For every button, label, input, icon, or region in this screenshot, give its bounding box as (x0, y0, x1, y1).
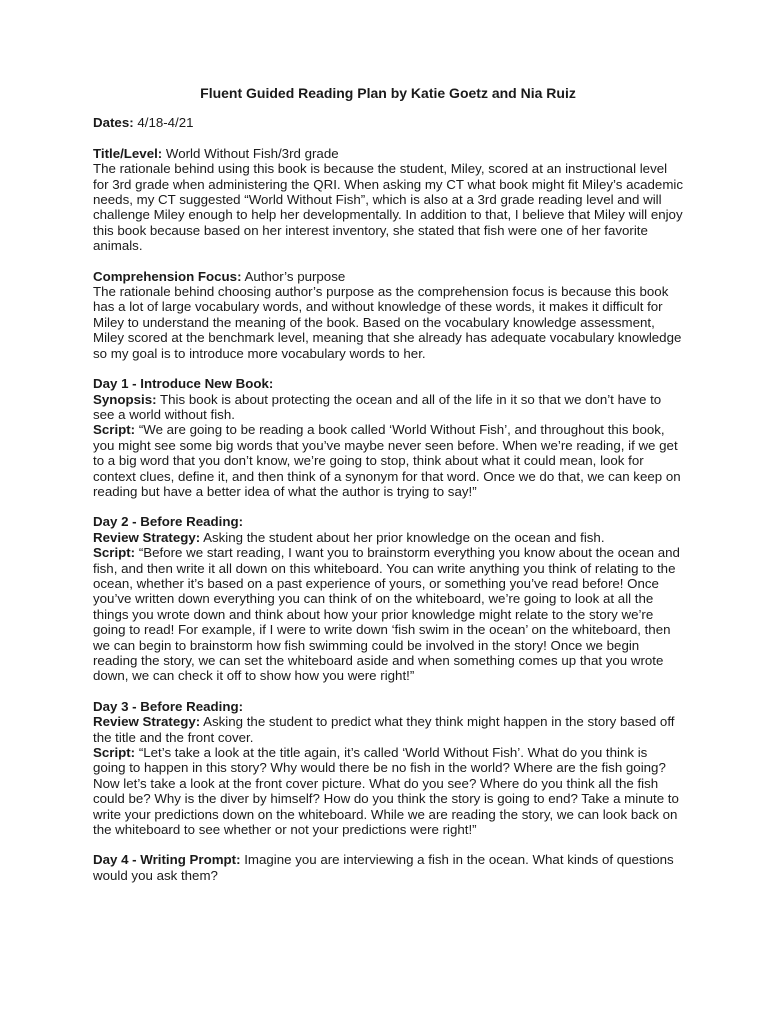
page-title: Fluent Guided Reading Plan by Katie Goetz and Nia Ruiz (200, 85, 576, 101)
day3-section (93, 699, 683, 838)
title-level-value: World Without Fish/3rd grade (165, 145, 339, 161)
day2-section (93, 514, 683, 683)
comprehension-section (93, 269, 683, 361)
day2-script (93, 545, 683, 684)
document-page (93, 86, 683, 898)
day4-section (93, 852, 683, 883)
title-level-line (93, 146, 683, 161)
day2-strategy (93, 530, 683, 545)
day2-strategy-text: Asking the student about her prior knowledge on the ocean and fish. (203, 529, 605, 545)
day1-script (93, 422, 683, 499)
day2-heading: Day 2 - Before Reading: (93, 514, 243, 530)
dates-label: Dates: (93, 115, 134, 131)
day2-script-text: “Before we start reading, I want you to brainstorm everything you know about the ocean and fish, and then write it all down on this whiteboard. You can write anything you think of relating to the ocean, whether it’s based on a past experience of yours, or something you’ve read before! Once you’ve written down everything you can think of on the whiteboard, we’re going to look at all the things you wrote down and think about how your prior knowledge might relate to the story we’re going to read! For example, if I were to write down ‘fish swim in the ocean’ on the whiteboard, then we can begin to brainstorm how fish swimming could be involved in the story! Once we begin reading the story, we can set the whiteboard aside and when something comes up that you wrote down, we can check it off to show how you were right!” (93, 545, 680, 684)
day1-synopsis (93, 392, 683, 423)
comprehension-line (93, 269, 683, 284)
day1-heading: Day 1 - Introduce New Book: (93, 376, 274, 392)
day1-script-text: “We are going to be reading a book called ‘World Without Fish’, and throughout this book, you might see some big words that you’ve maybe never seen before. When we’re reading, if we get to a big word that you don’t know, we’re going to stop, think about what it could mean, look for context clues, define it, and then think of a synonym for that word. Once we do that, we can keep on reading but have a better idea of what the author is trying to say!” (93, 422, 681, 499)
day3-script-label: Script: (93, 745, 136, 761)
day3-strategy (93, 714, 683, 745)
day4-label: Day 4 - Writing Prompt: (93, 852, 241, 868)
title-level-section (93, 146, 683, 254)
day2-script-label: Script: (93, 545, 136, 561)
day3-script (93, 745, 683, 837)
day3-script-text: “Let’s take a look at the title again, it’s called ‘World Without Fish’. What do you think is going to happen in this story? Why would there be no fish in the world? Where are the fish going? Now let’s take a look at the front cover picture. What do you see? Where do you think all the fish could be? Why is the diver by himself? How do you think the story is going to end? Take a minute to write your predictions down on the whiteboard. While we are reading the story, we can look back on the whiteboard to see whether or not your predictions were right!” (93, 745, 679, 838)
synopsis-label: Synopsis: (93, 391, 157, 407)
dates-value: 4/18-4/21 (137, 115, 194, 131)
day1-section (93, 376, 683, 499)
comprehension-label: Comprehension Focus: (93, 268, 242, 284)
day2-strategy-label: Review Strategy: (93, 529, 201, 545)
day4-prompt: Imagine you are interviewing a fish in the ocean. What kinds of questions would you ask them? (93, 852, 674, 883)
synopsis-text: This book is about protecting the ocean and all of the life in it so that we don’t have to see a world without fish. (93, 391, 662, 422)
day3-heading: Day 3 - Before Reading: (93, 698, 243, 714)
title-level-label: Title/Level: (93, 145, 163, 161)
title-level-rationale: The rationale behind using this book is because the student, Miley, scored at an instructional level for 3rd grade when administering the QRI. When asking my CT what book might fit Miley’s academic needs, my CT suggested “World Without Fish”, which is also at a 3rd grade reading level and will challenge Miley enough to help her developmentally. In addition to that, I believe that Miley will enjoy this book because based on her interest inventory, she stated that fish were one of her favorite animals. (93, 161, 683, 254)
comprehension-value: Author’s purpose (244, 268, 346, 284)
dates-section (93, 115, 683, 130)
day1-script-label: Script: (93, 422, 136, 438)
comprehension-rationale: The rationale behind choosing author’s purpose as the comprehension focus is because this book has a lot of large vocabulary words, and without knowledge of these words, it makes it difficult for Miley to understand the meaning of the book. Based on the vocabulary knowledge assessment, Miley scored at the benchmark level, meaning that she already has adequate vocabulary knowledge so my goal is to introduce more vocabulary words to her. (93, 284, 682, 361)
day3-strategy-text: Asking the student to predict what they think might happen in the story based off the title and the front cover. (93, 714, 675, 745)
day3-strategy-label: Review Strategy: (93, 714, 201, 730)
